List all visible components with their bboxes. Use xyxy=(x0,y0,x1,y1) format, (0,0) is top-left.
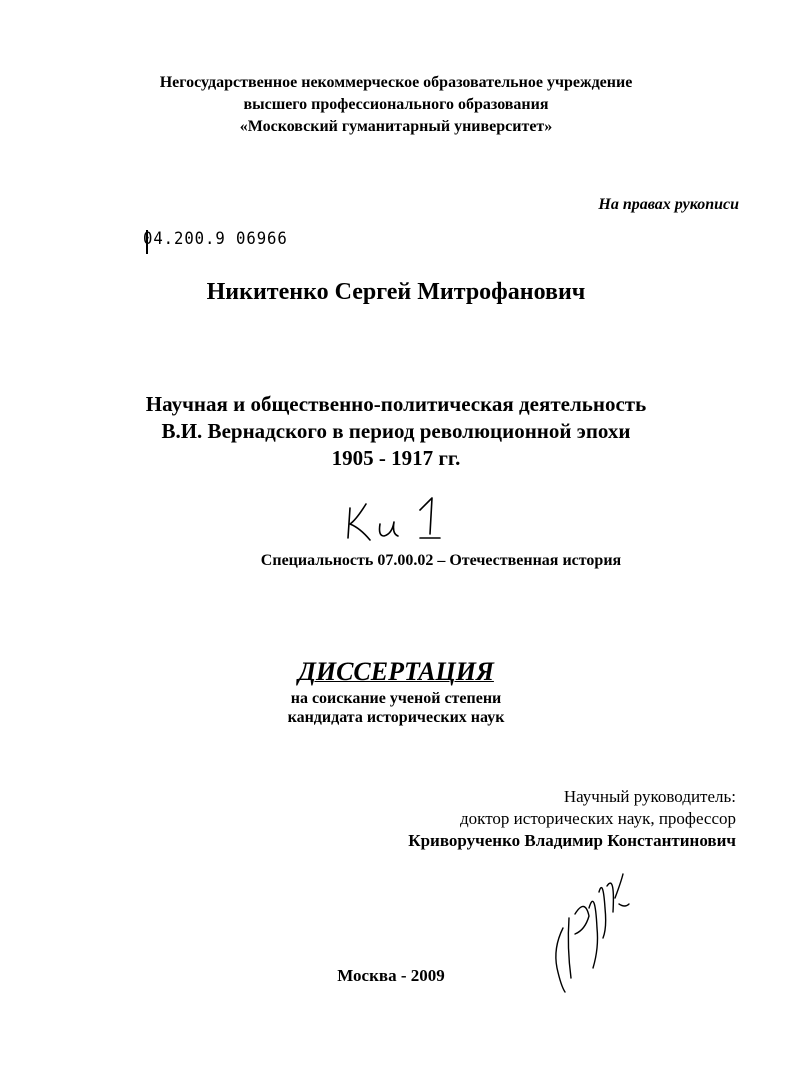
degree-line-2: кандидата исторических наук xyxy=(287,709,505,726)
institution-line-3: «Московский гуманитарный университет» xyxy=(239,118,553,135)
city-year: Москва - 2009 xyxy=(337,966,445,985)
supervisor-label: Научный руководитель: xyxy=(563,787,736,806)
registration-stamp: 04.200.9 06966 xyxy=(143,229,288,249)
thesis-title-line-2: В.И. Вернадского в период революционной эпохи xyxy=(161,419,631,443)
rights-note: На правах рукописи xyxy=(598,196,739,213)
dissertation-heading: ДИССЕРТАЦИЯ xyxy=(298,657,494,686)
handwritten-note xyxy=(340,490,450,550)
degree-description xyxy=(0,689,792,727)
institution-header xyxy=(0,72,792,138)
specialty: Специальность 07.00.02 – Отечественная история xyxy=(260,552,622,569)
degree-line-1: на соискание ученой степени xyxy=(290,690,502,707)
supervisor-name: Криворученко Владимир Константинович xyxy=(408,831,736,850)
supervisor-block xyxy=(408,786,736,852)
thesis-title xyxy=(0,391,792,472)
thesis-title-line-3: 1905 - 1917 гг. xyxy=(331,446,461,470)
institution-line-1: Негосударственное некоммерческое образовательное учреждение xyxy=(159,74,633,91)
author-name: Никитенко Сергей Митрофанович xyxy=(206,279,586,305)
institution-line-2: высшего профессионального образования xyxy=(243,96,549,113)
supervisor-degree: доктор исторических наук, профессор xyxy=(460,809,736,828)
thesis-title-line-1: Научная и общественно-политическая деятельность xyxy=(145,392,647,416)
